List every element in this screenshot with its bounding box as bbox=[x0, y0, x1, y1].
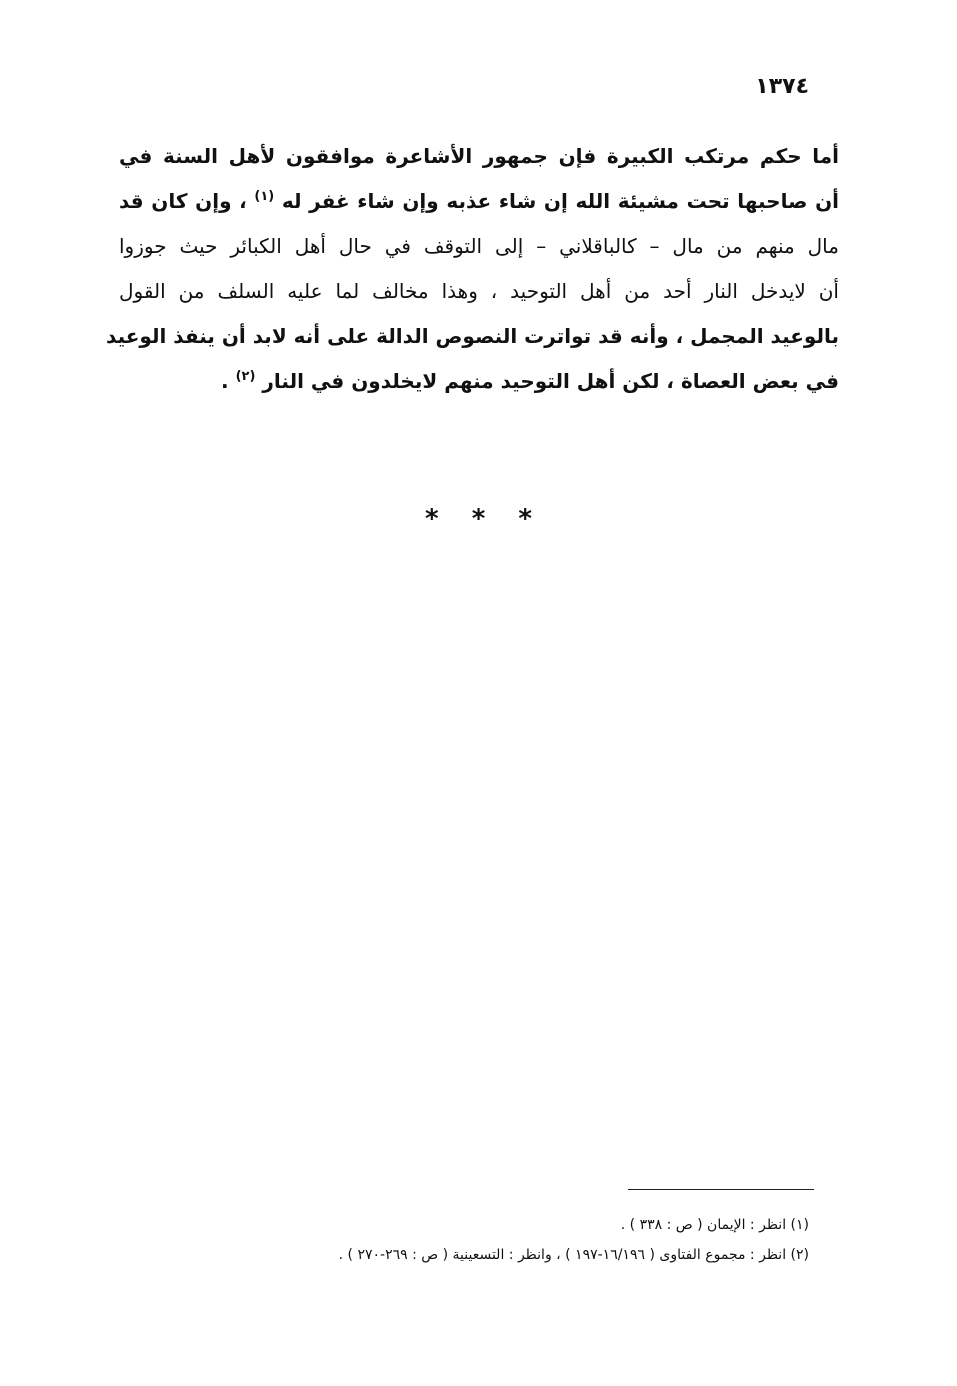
body-line-2 bbox=[119, 179, 839, 224]
section-separator: * * * bbox=[425, 504, 532, 534]
body-line-4 bbox=[119, 269, 839, 314]
body-line-2-text: أن صاحبها تحت مشيئة الله إن شاء عذبه وإن شاء غفر له bbox=[281, 189, 839, 213]
body-line-6-end: . bbox=[221, 369, 229, 393]
body-line-1 bbox=[119, 134, 839, 179]
body-line-2-tail: ، وإن كان قد bbox=[119, 189, 247, 213]
body-line-5-text: بالوعيد المجمل ، وأنه قد تواترت النصوص الدالة على أنه لابد أن ينفذ الوعيد bbox=[106, 324, 839, 348]
body-text bbox=[106, 134, 839, 404]
footnote-ref-1: (١) bbox=[254, 189, 275, 204]
footnote-2: (٢) انظر : مجموع الفتاوى ( ١٦/١٩٦-١٩٧ ) ، وانظر : التسعينية ( ص : ٢٦٩-٢٧٠ ) . bbox=[338, 1247, 809, 1263]
footnote-divider bbox=[628, 1189, 814, 1190]
body-line-5 bbox=[106, 314, 839, 359]
footnotes bbox=[109, 1210, 809, 1270]
page-number: ١٣٧٤ bbox=[755, 74, 809, 99]
footnote-1: (١) انظر : الإيمان ( ص : ٣٣٨ ) . bbox=[620, 1217, 809, 1233]
body-line-4-text: أن لايدخل النار أحد من أهل التوحيد ، وهذا مخالف لما عليه السلف من القول bbox=[119, 279, 839, 303]
body-line-3 bbox=[119, 224, 839, 269]
body-line-6 bbox=[119, 359, 839, 404]
body-line-1-text: أما حكم مرتكب الكبيرة فإن جمهور الأشاعرة موافقون لأهل السنة في bbox=[119, 144, 839, 168]
body-line-3-text: مال منهم من مال – كالباقلاني – إلى التوقف في حال أهل الكبائر حيث جوزوا bbox=[119, 234, 839, 258]
footnote-ref-2: (٢) bbox=[235, 369, 256, 384]
body-line-6-text: في بعض العصاة ، لكن أهل التوحيد منهم لايخلدون في النار bbox=[262, 369, 839, 393]
